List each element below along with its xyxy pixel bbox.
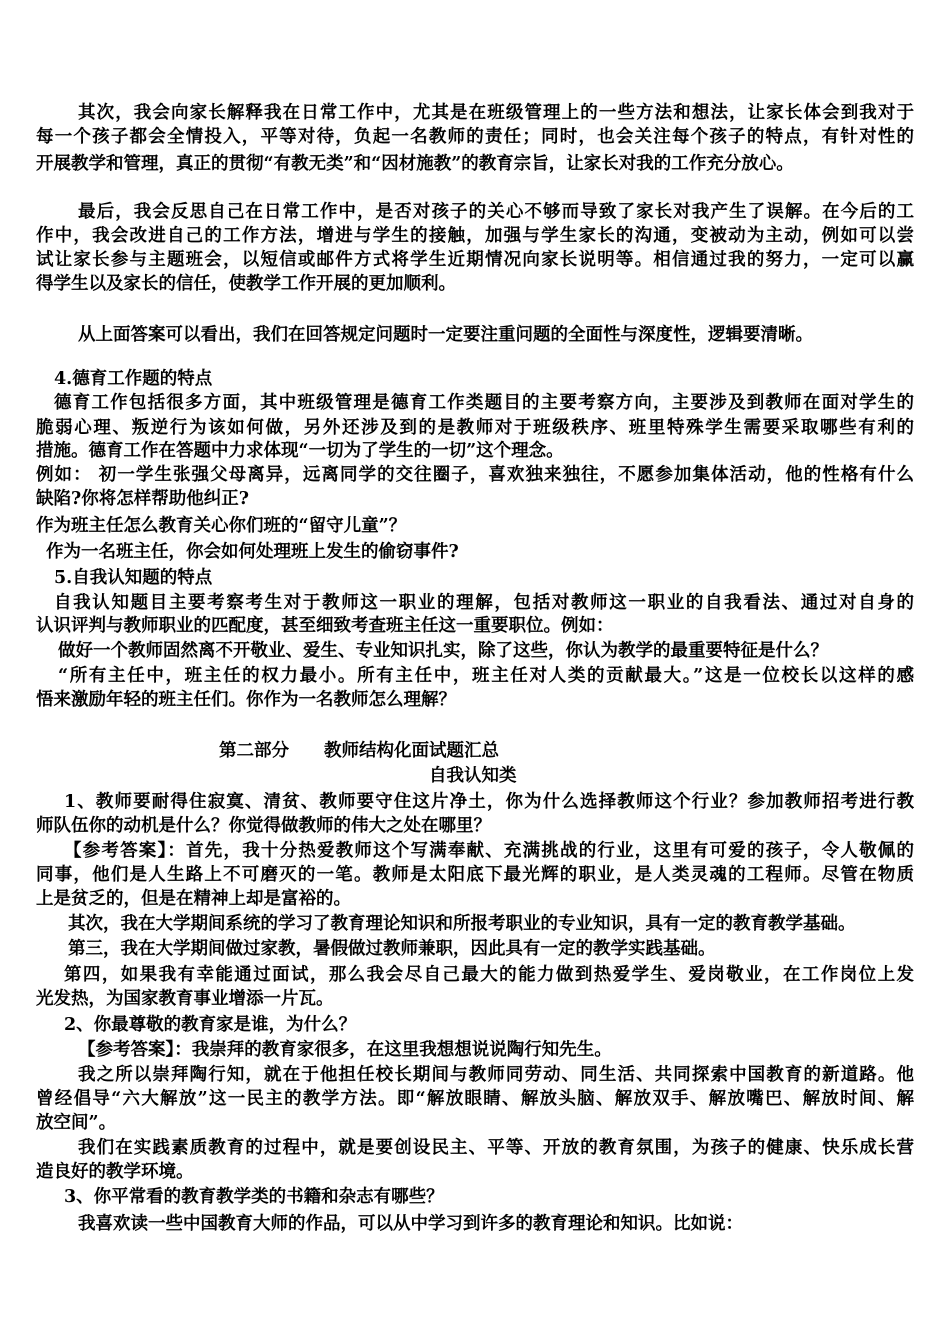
a1-line-2: 同事，他们是人生路上不可磨灭的一笔。教师是太阳底下最光辉的职业，是人类灵魂的工程师。尽管在物质: [36, 865, 914, 885]
a2-line-3: 曾经倡导“六大解放”这一民主的教学方法。即“解放眼睛、解放头脑、解放双手、解放嘴巴、解放时间、解: [36, 1089, 914, 1109]
q2-line-1: 2、你最尊敬的教育家是谁，为什么？: [64, 1015, 357, 1035]
p4-line-2: 脆弱心理、叛逆行为该如何做，另外还涉及到的是教师对于班级秩序、班里特殊学生需要采取哪些有利的: [36, 418, 914, 438]
p4-line-5: 缺陷?你将怎样帮助他纠正?: [36, 489, 250, 509]
a2-line-2: 我之所以崇拜陶行知，就在于他担任校长期间与教师同劳动、同生活、共同探索中国教育的新道路。他: [78, 1065, 914, 1085]
section-title: 第二部分 教师结构化面试题汇总: [219, 741, 499, 761]
a3-line-1: 我喜欢读一些中国教育大师的作品，可以从中学习到许多的教育理论和知识。比如说：: [78, 1214, 743, 1234]
p4-line-6: 作为班主任怎么教育关心你们班的“留守儿童”？: [36, 516, 407, 536]
p1-line-1: 其次，我会向家长解释我在日常工作中，尤其是在班级管理上的一些方法和想法，让家长体会到我对于: [78, 103, 914, 123]
a1-line-4: 其次，我在大学期间系统的学习了教育理论知识和所报考职业的专业知识，具有一定的教育教学基础。: [68, 914, 856, 934]
heading-4: 4.德育工作题的特点: [54, 369, 213, 389]
p4-line-3: 措施。德育工作在答题中力求体现“一切为了学生的一切”这个理念。: [36, 441, 564, 461]
a1-line-6: 第四，如果我有幸能通过面试，那么我会尽自己最大的能力做到热爱学生、爱岗敬业，在工作岗位上发: [64, 965, 914, 985]
p1-line-3: 开展教学和管理，真正的贯彻“有教无类”和“因材施教”的教育宗旨，让家长对我的工作充分放心。: [36, 154, 794, 174]
p5-line-4: “所有主任中，班主任的权力最小。所有主任中，班主任对人类的贡献最大。”这是一位校长以这样的感: [58, 666, 914, 686]
p5-line-5: 悟来激励年轻的班主任们。你作为一名教师怎么理解？: [36, 690, 456, 710]
a1-line-7: 光发热，为国家教育事业增添一片瓦。: [36, 989, 334, 1009]
q1-line-1: 1、教师要耐得住寂寞、清贫、教师要守住这片净土，你为什么选择教师这个行业？参加教师招考进行教: [64, 792, 914, 812]
q1-line-2: 师队伍你的动机是什么？你觉得做教师的伟大之处在哪里？: [36, 816, 491, 836]
section-subtitle: 自我认知类: [429, 766, 517, 786]
a2-line-5: 我们在实践素质教育的过程中，就是要创设民主、平等、开放的教育氛围，为孩子的健康、快乐成长营: [78, 1138, 914, 1158]
a2-line-1: 【参考答案】：我崇拜的教育家很多，在这里我想想说说陶行知先生。: [78, 1040, 612, 1060]
p4-line-1: 德育工作包括很多方面，其中班级管理是德育工作类题目的主要考察方向，主要涉及到教师在面对学生的: [54, 393, 914, 413]
q3-line-1: 3、你平常看的教育教学类的书籍和杂志有哪些？: [64, 1187, 444, 1207]
p2-line-2: 作中，我会改进自己的工作方法，增进与学生的接触，加强与学生家长的沟通，变被动为主动，例如可以尝: [36, 226, 914, 246]
a1-line-5: 第三，我在大学期间做过家教，暑假做过教师兼职，因此具有一定的教学实践基础。: [68, 939, 716, 959]
p4-line-7: 作为一名班主任，你会如何处理班上发生的偷窃事件?: [46, 542, 459, 562]
p2-line-4: 得学生以及家长的信任，使教学工作开展的更加顺利。: [36, 274, 456, 294]
a1-line-1: 【参考答案】：首先，我十分热爱教师这个写满奉献、充满挑战的行业，这里有可爱的孩子，令人敬佩的: [64, 841, 914, 861]
p5-line-1: 自我认知题目主要考察考生对于教师这一职业的理解，包括对教师这一职业的自我看法、通过对自身的: [54, 593, 914, 613]
p1-line-2: 每一个孩子都会全情投入，平等对待，负起一名教师的责任；同时，也会关注每个孩子的特点，有针对性的: [36, 127, 914, 147]
p3-line-1: 从上面答案可以看出，我们在回答规定问题时一定要注重问题的全面性与深度性，逻辑要清晰。: [78, 325, 813, 345]
a2-line-4: 放空间”。: [36, 1113, 117, 1133]
heading-5: 5.自我认知题的特点: [54, 568, 213, 588]
p5-line-3: 做好一个教师固然离不开敬业、爱生、专业知识扎实，除了这些，你认为教学的最重要特征是什么？: [58, 641, 828, 661]
p4-line-4: 例如： 初一学生张强父母离异，远离同学的交往圈子，喜欢独来独往，不愿参加集体活动，他的性格有什么: [36, 465, 914, 485]
a2-line-6: 造良好的教学环境。: [36, 1162, 194, 1182]
p5-line-2: 认识评判与教师职业的匹配度，甚至细致考查班主任这一重要职位。例如：: [36, 616, 614, 636]
a1-line-3: 上是贫乏的，但是在精神上却是富裕的。: [36, 889, 351, 909]
p2-line-1: 最后，我会反思自己在日常工作中，是否对孩子的关心不够而导致了家长对我产生了误解。在今后的工: [78, 202, 914, 222]
p2-line-3: 试让家长参与主题班会，以短信或邮件方式将学生近期情况向家长说明等。相信通过我的努力，一定可以赢: [36, 250, 914, 270]
